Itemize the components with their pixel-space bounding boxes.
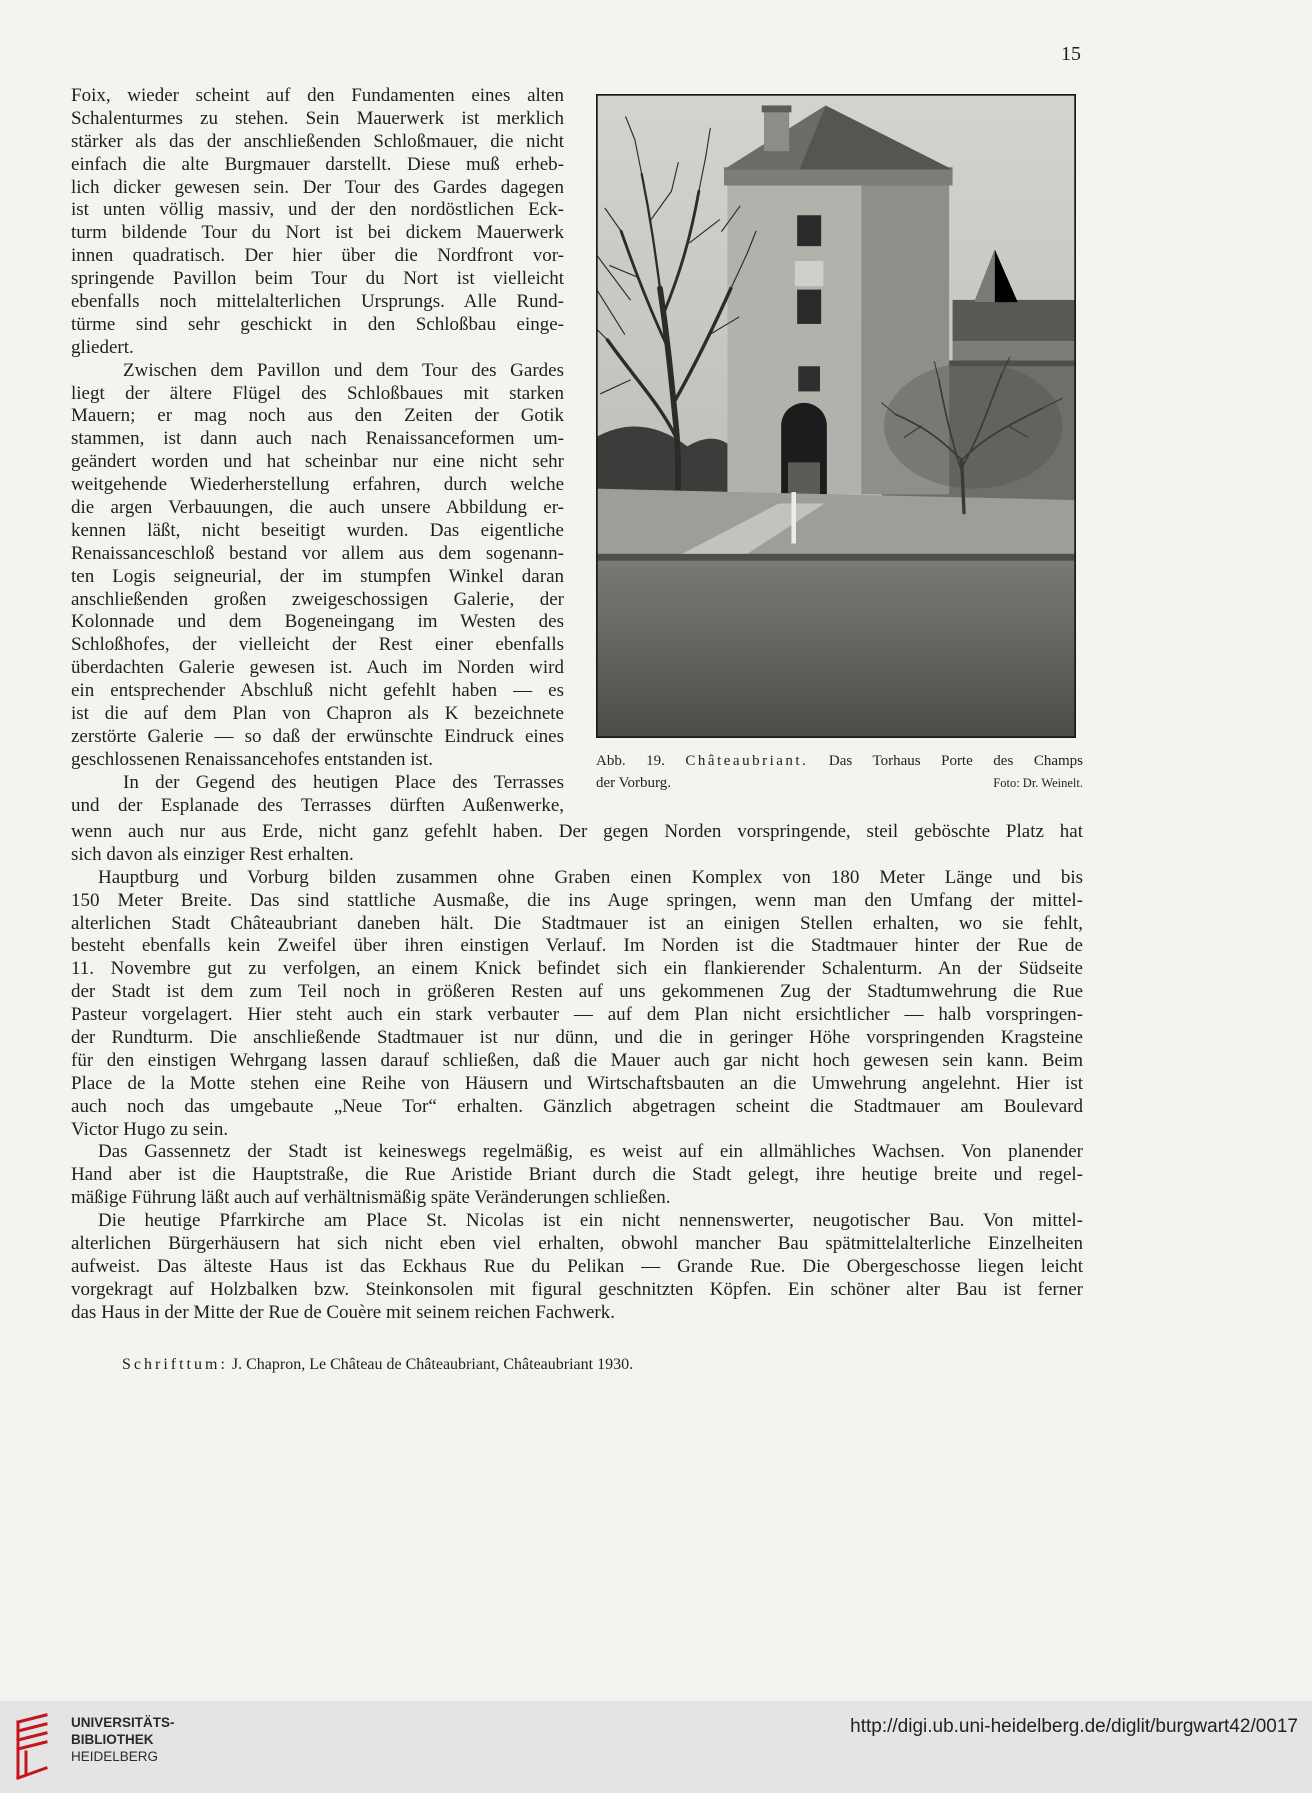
text-line: ein entsprechender Abschluß nicht gefehlt haben — es [71, 680, 564, 702]
logo-stroke [18, 1724, 46, 1731]
text-line: springende Pavillon beim Tour du Nort ist vielleicht [71, 268, 564, 290]
text-line: gliedert. [71, 336, 134, 358]
text-line: anschließenden großen zweigeschossigen Galerie, der [71, 588, 564, 610]
text-line: geschlossenen Renaissancehofes entstanden ist. [71, 748, 433, 770]
lawn [596, 561, 1076, 738]
paragraph-first-line: Hauptburg und Vorburg bilden zusammen ohne Graben einen Komplex von 180 Meter Länge und bis [98, 866, 1083, 888]
text-line: turm bildende Tour du Nort ist bei dickem Mauerwerk [71, 222, 564, 244]
library-name-line: HEIDELBERG [71, 1749, 159, 1764]
library-name-line: UNIVERSITÄTS- [71, 1715, 175, 1730]
text-line: Renaissanceschloß bestand vor allem aus dem sogenann- [71, 542, 564, 564]
figure-title: Das Torhaus Porte des Champs [828, 753, 1083, 769]
figure-caption-line [596, 750, 1083, 772]
figure-title-continued: der Vorburg. [596, 775, 671, 791]
text-line: überdachten Galerie gewesen ist. Auch im Norden wird [71, 657, 564, 679]
left-column-text [71, 85, 564, 818]
text-line: ten Logis seigneurial, der im stumpfen Winkel daran [71, 565, 564, 587]
text-line: ebenfalls noch mittelalterlichen Ursprungs. Alle Rund- [71, 291, 564, 313]
library-logo-icon [14, 1712, 50, 1782]
text-line: weitgehende Wiederherstellung erfahren, durch welche [71, 474, 564, 496]
text-line: auch noch das umgebaute „Neue Tor“ erhalten. Gänzlich abgetragen scheint die Stadtmauer am Boulevard [71, 1095, 1083, 1117]
tower-window [797, 215, 821, 246]
text-line: das Haus in der Mitte der Rue de Couère mit seinem reichen Fachwerk. [71, 1301, 615, 1323]
logo-stroke [18, 1768, 46, 1778]
figure-photo [596, 94, 1076, 738]
logo-stroke [18, 1733, 46, 1740]
bibliography-label: Schrifttum: [122, 1356, 228, 1373]
logo-stroke [18, 1715, 46, 1722]
text-line: für den einstigen Wehrgang lassen darauf schließen, daß die Mauer auch gar nicht hoch gewesen sein kann. Beim [71, 1049, 1083, 1071]
text-line: alterlichen Bürgerhäusern hat sich nicht eben viel erhalten, obwohl mancher Bau spätmittelalterliche Einzelheiten [71, 1233, 1083, 1255]
text-line: aufweist. Das älteste Haus ist das Eckhaus Rue du Pelikan — Grande Rue. Die Obergeschosse liegen leicht [71, 1255, 1083, 1277]
background-building-roof [953, 300, 1076, 341]
text-line: ist die auf dem Plan von Chapron als K bezeichnete [71, 703, 564, 725]
paragraph-first-line: Zwischen dem Pavillon und dem Tour des Gardes [123, 359, 564, 381]
figure-caption-line [596, 772, 1083, 794]
text-line: Mauern; er mag noch aus den Zeiten der Gotik [71, 405, 564, 427]
chimney [764, 109, 789, 151]
text-line: alterlichen Stadt Châteaubriant daneben hält. Die Stadtmauer ist an einigen Stellen erhalten, wo sie fehlt, [71, 912, 1083, 934]
bibliography-entry: J. Chapron, Le Château de Châteaubriant, Châteaubriant 1930. [231, 1356, 634, 1373]
library-name [71, 1714, 175, 1765]
text-line: 150 Meter Breite. Das sind stattliche Ausmaße, die ins Auge springen, wenn man den Umfang der mittel- [71, 889, 1083, 911]
text-line: Schalenturmes zu stehen. Sein Mauerwerk ist merklich [71, 107, 564, 129]
text-line: 11. Novembre gut zu verfolgen, an einem Knick befindet sich ein flankierender Schalenturm. An der Südseite [71, 958, 1083, 980]
tree-crown [884, 363, 1062, 489]
text-line: stärker als das der anschließenden Schloßmauer, die nicht [71, 130, 564, 152]
figure-caption [596, 750, 1083, 794]
text-line: Kolonnade und dem Bogeneingang im Westen des [71, 611, 564, 633]
text-line: Schloßhofes, der vielleicht der Rest einer ebenfalls [71, 634, 564, 656]
permalink-url: http://digi.ub.uni-heidelberg.de/diglit/burgwart42/0017 [850, 1716, 1298, 1737]
text-line: türme sind sehr geschickt in den Schloßbau einge- [71, 313, 564, 335]
text-line: lich dicker gewesen sein. Der Tour des Gardes dagegen [71, 176, 564, 198]
text-line: Place de la Motte stehen eine Reihe von Häusern und Wirtschaftsbauten an die Umwehrung angelehnt. Hier ist [71, 1072, 1083, 1094]
text-line: zerstörte Galerie — so daß der erwünschte Eindruck eines [71, 725, 564, 747]
figure-place: Châteaubriant. [685, 753, 809, 769]
bibliography [122, 1354, 633, 1376]
library-name-line: BIBLIOTHEK [71, 1732, 154, 1747]
paragraph-first-line: In der Gegend des heutigen Place des Terrasses [123, 771, 564, 793]
tower-window [797, 290, 821, 324]
text-line: geändert worden und hat scheinbar nur eine nicht sehr [71, 451, 564, 473]
library-footer [0, 1701, 1312, 1793]
text-line: einfach die alte Burgmauer darstellt. Diese muß erheb- [71, 153, 564, 175]
text-line: vorgekragt auf Holzbalken bzw. Steinkonsolen mit figural geschnitzten Köpfen. Ein schöner alter Bau ist ferner [71, 1278, 1083, 1300]
text-line: Foix, wieder scheint auf den Fundamenten eines alten [71, 85, 564, 106]
white-post [791, 492, 796, 543]
paragraph-first-line: Das Gassennetz der Stadt ist keineswegs regelmäßig, es weist auf ein allmähliches Wachsen. Von planender [98, 1141, 1083, 1163]
text-line: mäßige Führung läßt auch auf verhältnismäßig späte Veränderungen schließen. [71, 1187, 671, 1209]
figure-label: Abb. 19. [596, 753, 665, 769]
tower-cornice [724, 167, 953, 185]
logo-stroke [18, 1742, 46, 1749]
text-line: wenn auch nur aus Erde, nicht ganz gefehlt haben. Der gegen Norden vorspringende, steil geböschte Platz hat [71, 821, 1083, 842]
paragraph-first-line: Die heutige Pfarrkirche am Place St. Nicolas ist ein nicht nennenswerter, neugotischer Bau. Von mittel- [98, 1210, 1083, 1232]
text-line: kennen läßt, nicht beseitigt wurden. Das eigentliche [71, 519, 564, 541]
full-width-text [71, 821, 1083, 1325]
text-line: der Rundturm. Die anschließende Stadtmauer ist nur dünn, und die in geringer Höhe vorspringenden Kragsteine [71, 1027, 1083, 1049]
tower-window-frame [795, 261, 824, 286]
tree-trunk [962, 460, 964, 513]
chimney-cap [762, 105, 792, 112]
text-line: stammen, ist dann auch nach Renaissanceformen um- [71, 428, 564, 450]
text-line: Victor Hugo zu sein. [71, 1118, 229, 1140]
text-line: Pasteur vorgelagert. Hier steht auch ein stark verbauter — auf dem Plan nicht ersichtlicher — halb vorspringen- [71, 1004, 1083, 1026]
page-number: 15 [1061, 43, 1081, 65]
text-line: und der Esplanade des Terrasses dürften Außenwerke, [71, 794, 564, 816]
text-line: besteht ebenfalls kein Zweifel über ihren einstigen Verlauf. Im Norden ist die Stadtmauer hinter der Rue de [71, 935, 1083, 957]
tower-window [798, 366, 820, 391]
text-line: die argen Verbauungen, die auch unsere Abbildung er- [71, 497, 564, 519]
text-line: innen quadratisch. Der hier über die Nordfront vor- [71, 245, 564, 267]
text-line: sich davon als einziger Rest erhalten. [71, 843, 354, 865]
text-line: Hand aber ist die Hauptstraße, die Rue Aristide Briant durch die Stadt gelegt, ihre heutige breite und regel- [71, 1164, 1083, 1186]
text-line: liegt der ältere Flügel des Schloßbaues mit starken [71, 382, 564, 404]
text-line: ist unten völlig massiv, und der den nordöstlichen Eck- [71, 199, 564, 221]
text-line: der Stadt ist dem zum Teil noch in größeren Resten auf uns gekommenen Zug der Stadtumwehrung die Rue [71, 981, 1083, 1003]
courtyard-ground [596, 489, 1076, 563]
photo-credit: Foto: Dr. Weinelt. [993, 776, 1083, 790]
